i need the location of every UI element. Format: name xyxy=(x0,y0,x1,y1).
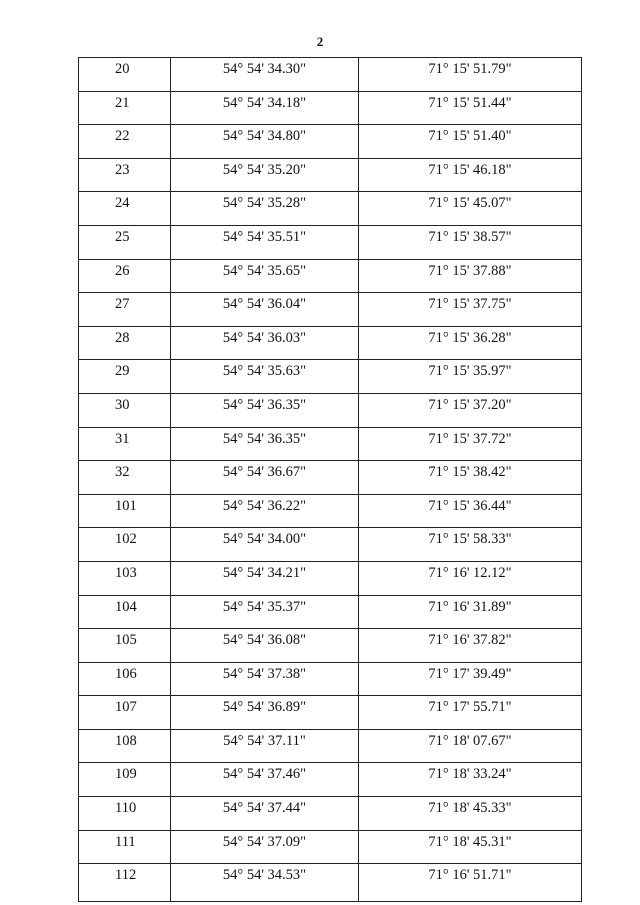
point-number-cell: 108 xyxy=(79,729,171,763)
point-number-cell: 25 xyxy=(79,225,171,259)
point-number-cell: 23 xyxy=(79,158,171,192)
point-number-cell: 21 xyxy=(79,91,171,125)
latitude-cell: 54° 54' 36.89" xyxy=(171,696,359,730)
latitude-cell: 54° 54' 36.08" xyxy=(171,629,359,663)
longitude-cell: 71° 16' 31.89" xyxy=(359,595,582,629)
table-row xyxy=(79,461,582,495)
point-number-cell: 110 xyxy=(79,797,171,831)
latitude-cell: 54° 54' 35.37" xyxy=(171,595,359,629)
longitude-cell: 71° 15' 37.88" xyxy=(359,259,582,293)
point-number-cell: 105 xyxy=(79,629,171,663)
latitude-cell: 54° 54' 37.11" xyxy=(171,729,359,763)
longitude-cell: 71° 15' 51.44" xyxy=(359,91,582,125)
longitude-cell: 71° 16' 51.71" xyxy=(359,864,582,902)
table-row xyxy=(79,629,582,663)
latitude-cell: 54° 54' 34.00" xyxy=(171,528,359,562)
longitude-cell: 71° 15' 35.97" xyxy=(359,360,582,394)
latitude-cell: 54° 54' 34.30" xyxy=(171,58,359,92)
latitude-cell: 54° 54' 37.38" xyxy=(171,662,359,696)
coordinates-table xyxy=(78,57,582,902)
latitude-cell: 54° 54' 36.35" xyxy=(171,393,359,427)
point-number-cell: 20 xyxy=(79,58,171,92)
table-row xyxy=(79,864,582,902)
longitude-cell: 71° 18' 45.31" xyxy=(359,830,582,864)
table-row xyxy=(79,729,582,763)
table-row xyxy=(79,662,582,696)
longitude-cell: 71° 15' 51.40" xyxy=(359,125,582,159)
table-row xyxy=(79,326,582,360)
longitude-cell: 71° 18' 07.67" xyxy=(359,729,582,763)
point-number-cell: 107 xyxy=(79,696,171,730)
longitude-cell: 71° 15' 37.75" xyxy=(359,293,582,327)
table-row xyxy=(79,293,582,327)
point-number-cell: 31 xyxy=(79,427,171,461)
point-number-cell: 27 xyxy=(79,293,171,327)
table-row xyxy=(79,595,582,629)
table-row xyxy=(79,360,582,394)
table-row xyxy=(79,427,582,461)
longitude-cell: 71° 15' 37.20" xyxy=(359,393,582,427)
point-number-cell: 30 xyxy=(79,393,171,427)
table-row xyxy=(79,528,582,562)
table-row xyxy=(79,797,582,831)
table-row xyxy=(79,58,582,92)
point-number-cell: 104 xyxy=(79,595,171,629)
latitude-cell: 54° 54' 34.53" xyxy=(171,864,359,902)
longitude-cell: 71° 15' 38.57" xyxy=(359,225,582,259)
table-row xyxy=(79,393,582,427)
latitude-cell: 54° 54' 34.18" xyxy=(171,91,359,125)
longitude-cell: 71° 15' 38.42" xyxy=(359,461,582,495)
table-row xyxy=(79,259,582,293)
point-number-cell: 111 xyxy=(79,830,171,864)
longitude-cell: 71° 15' 51.79" xyxy=(359,58,582,92)
point-number-cell: 28 xyxy=(79,326,171,360)
table-row xyxy=(79,763,582,797)
longitude-cell: 71° 16' 37.82" xyxy=(359,629,582,663)
table-row xyxy=(79,494,582,528)
table-row xyxy=(79,696,582,730)
coordinates-table-body xyxy=(79,58,582,902)
latitude-cell: 54° 54' 36.22" xyxy=(171,494,359,528)
longitude-cell: 71° 17' 39.49" xyxy=(359,662,582,696)
point-number-cell: 106 xyxy=(79,662,171,696)
table-row xyxy=(79,125,582,159)
longitude-cell: 71° 15' 46.18" xyxy=(359,158,582,192)
table-row xyxy=(79,91,582,125)
point-number-cell: 103 xyxy=(79,561,171,595)
latitude-cell: 54° 54' 36.35" xyxy=(171,427,359,461)
table-row xyxy=(79,830,582,864)
longitude-cell: 71° 15' 36.28" xyxy=(359,326,582,360)
point-number-cell: 26 xyxy=(79,259,171,293)
latitude-cell: 54° 54' 35.63" xyxy=(171,360,359,394)
latitude-cell: 54° 54' 37.46" xyxy=(171,763,359,797)
table-row xyxy=(79,158,582,192)
point-number-cell: 101 xyxy=(79,494,171,528)
point-number-cell: 112 xyxy=(79,864,171,902)
latitude-cell: 54° 54' 35.65" xyxy=(171,259,359,293)
latitude-cell: 54° 54' 34.21" xyxy=(171,561,359,595)
longitude-cell: 71° 17' 55.71" xyxy=(359,696,582,730)
latitude-cell: 54° 54' 36.03" xyxy=(171,326,359,360)
point-number-cell: 102 xyxy=(79,528,171,562)
longitude-cell: 71° 16' 12.12" xyxy=(359,561,582,595)
point-number-cell: 29 xyxy=(79,360,171,394)
longitude-cell: 71° 15' 45.07" xyxy=(359,192,582,226)
latitude-cell: 54° 54' 37.44" xyxy=(171,797,359,831)
table-row xyxy=(79,192,582,226)
point-number-cell: 22 xyxy=(79,125,171,159)
table-row xyxy=(79,561,582,595)
page-number: 2 xyxy=(316,34,324,49)
point-number-cell: 24 xyxy=(79,192,171,226)
latitude-cell: 54° 54' 34.80" xyxy=(171,125,359,159)
point-number-cell: 32 xyxy=(79,461,171,495)
longitude-cell: 71° 15' 37.72" xyxy=(359,427,582,461)
longitude-cell: 71° 15' 36.44" xyxy=(359,494,582,528)
longitude-cell: 71° 18' 45.33" xyxy=(359,797,582,831)
latitude-cell: 54° 54' 35.51" xyxy=(171,225,359,259)
latitude-cell: 54° 54' 35.28" xyxy=(171,192,359,226)
latitude-cell: 54° 54' 36.04" xyxy=(171,293,359,327)
latitude-cell: 54° 54' 37.09" xyxy=(171,830,359,864)
longitude-cell: 71° 15' 58.33" xyxy=(359,528,582,562)
longitude-cell: 71° 18' 33.24" xyxy=(359,763,582,797)
latitude-cell: 54° 54' 36.67" xyxy=(171,461,359,495)
latitude-cell: 54° 54' 35.20" xyxy=(171,158,359,192)
table-row xyxy=(79,225,582,259)
point-number-cell: 109 xyxy=(79,763,171,797)
